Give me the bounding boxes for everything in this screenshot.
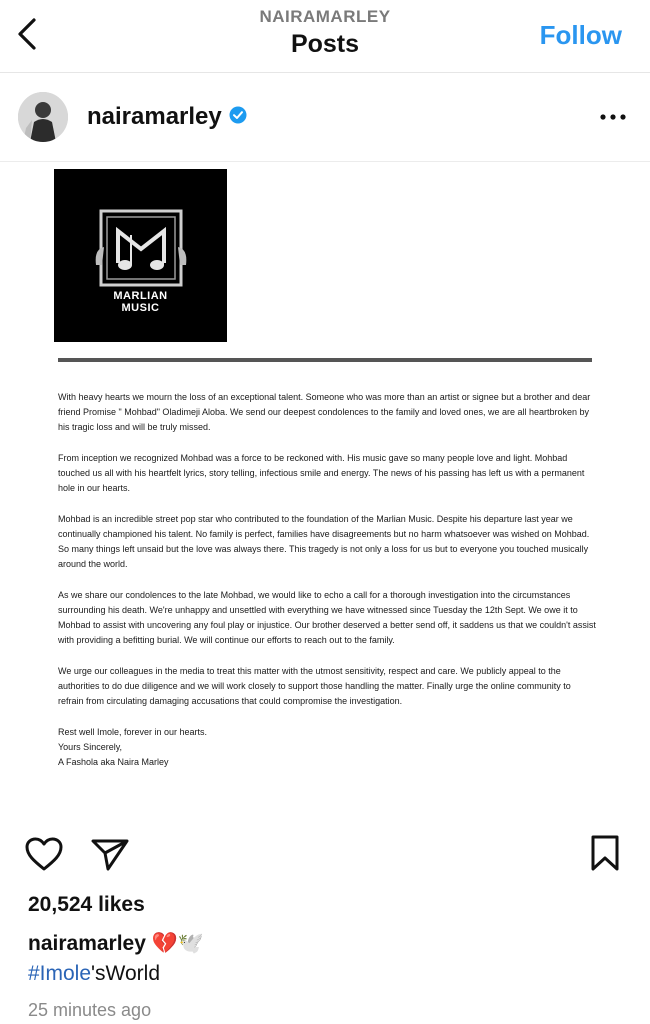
send-icon[interactable] xyxy=(90,836,130,872)
letter-paragraph: From inception we recognized Mohbad was a force to be reckoned with. His music gave so many people love and light. Mohbad touched us all with his heartfelt lyrics, story telling, infectious smile and energy. The news of his passing has left us with a permanent hole in our hearts. xyxy=(58,453,585,493)
divider xyxy=(58,358,592,362)
marlian-music-logo xyxy=(54,169,227,342)
letter-body xyxy=(58,390,598,770)
caption-emoji: 💔🕊️ xyxy=(151,932,205,955)
letter-closing xyxy=(58,725,598,770)
caption-username[interactable]: nairamarley xyxy=(28,932,146,955)
account-name: NAIRAMARLEY xyxy=(259,7,391,26)
bookmark-icon[interactable] xyxy=(590,834,620,872)
letter-paragraph: We urge our colleagues in the media to treat this matter with the utmost sensitivity, respect and care. We publicly appeal to the authorities to do due diligence and we will work closely to support those handling the matter. Finally urge the online community to refrain from circulating damaging accusations that could compromise the investigation. xyxy=(58,666,571,706)
caption xyxy=(28,932,204,956)
caption-hashtag-line xyxy=(28,962,160,986)
logo-text-line2: MUSIC xyxy=(121,302,160,314)
post-header xyxy=(0,72,650,162)
like-count[interactable]: 20,524 likes xyxy=(28,893,145,916)
letter-paragraph: With heavy hearts we mourn the loss of an exceptional talent. Someone who was more than an artist or signee but a brother and dear friend Promise " Mohbad" Oladimeji Aloba. We send our deepest condolences to the family and loved ones, we are all heartbroken by his tragic loss and will be truly missed. xyxy=(58,392,591,432)
avatar[interactable] xyxy=(18,92,68,142)
heart-icon[interactable] xyxy=(24,836,64,872)
closing-line: Yours Sincerely, xyxy=(58,742,123,752)
follow-button[interactable]: Follow xyxy=(539,20,622,50)
logo-text-line1: MARLIAN xyxy=(113,290,168,302)
post-actions xyxy=(0,830,650,880)
post-image[interactable] xyxy=(0,162,650,817)
letter-paragraph: As we share our condolences to the late Mohbad, we would like to echo a call for a thorough investigation into the circumstances surrounding his death. We're unhappy and unsettled with everything we have witnessed since Tuesday the 12th Sept. We owe it to Mohbad to assist with uncovering any foul play or injustice. Our brother deserved a better send off, it saddens us that we couldn't assist with providing a befitting burial. We will continue our efforts to reach out to the family. xyxy=(58,590,596,645)
closing-line: A Fashola aka Naira Marley xyxy=(58,757,169,767)
hashtag-suffix: 'sWorld xyxy=(91,962,160,985)
page-title: Posts xyxy=(290,30,360,58)
more-horizontal-icon[interactable] xyxy=(598,112,628,122)
closing-line: Rest well Imole, forever in our hearts. xyxy=(58,727,208,737)
post-timestamp: 25 minutes ago xyxy=(28,1000,152,1020)
letter-paragraph: Mohbad is an incredible street pop star who contributed to the foundation of the Marlian Music. Despite his departure last year we continually championed his talent. No family is perfect, families have disagreements but no harm whatsoever was wished on Mohbad. So many things left unsaid but the love was always there. This tragedy is not only a loss for us but to everyone you touched musically around the world. xyxy=(58,514,590,569)
post-username[interactable]: nairamarley xyxy=(87,103,222,130)
hashtag-link[interactable]: #Imole xyxy=(28,962,92,985)
top-bar xyxy=(0,0,650,73)
verified-badge-icon xyxy=(229,106,247,124)
